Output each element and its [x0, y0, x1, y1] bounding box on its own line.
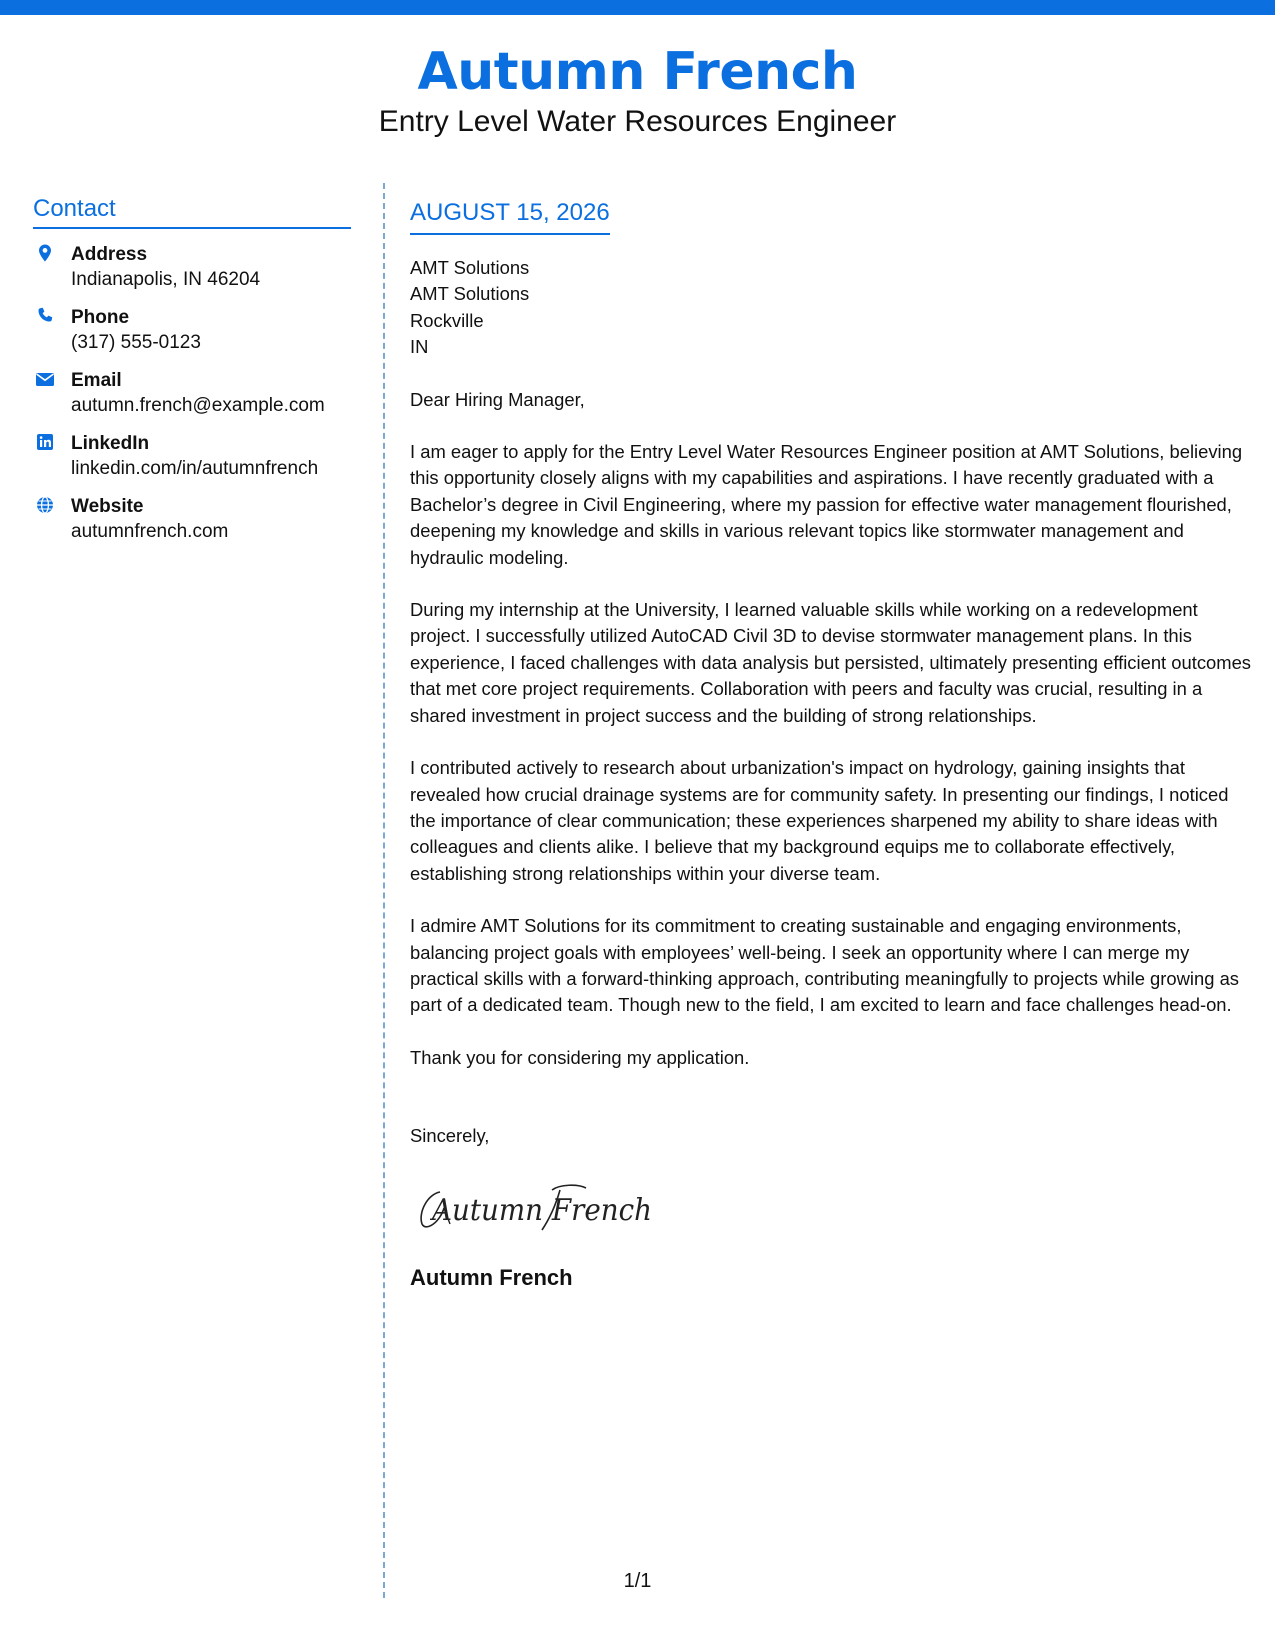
- contact-address: [33, 242, 351, 292]
- linkedin-icon: [35, 432, 55, 452]
- signature-name: Autumn French: [410, 1264, 573, 1290]
- contact-label: Email: [71, 370, 122, 391]
- top-accent-bar: [0, 0, 1275, 15]
- recipient-line: AMT Solutions: [410, 257, 530, 278]
- page-number: 1/1: [623, 1570, 652, 1592]
- closing: Sincerely,: [410, 1125, 490, 1147]
- paragraph: I contributed actively to research about urbanization's impact on hydrology, gaining insights that revealed how crucial drainage systems are for community safety. In presenting our findings, I noticed the importance of clear communication; these experiences sharpened my ability to share ideas with colleagues and clients alike. I believe that my background equips me to collaborate effectively, establishing strong relationships within your diverse team.: [410, 757, 1229, 884]
- contact-value: (317) 555-0123: [71, 332, 201, 353]
- globe-icon: [35, 495, 55, 515]
- paragraph: I am eager to apply for the Entry Level Water Resources Engineer position at AMT Solutions, believing this opportunity closely aligns with my capabilities and aspirations. I have recently graduated with a Bachelor’s degree in Civil Engineering, where my passion for effective water management flourished, deepening my knowledge and skills in various relevant topics like stormwater management and hydraulic modeling.: [410, 441, 1243, 568]
- contact-email: [33, 368, 351, 418]
- recipient-line: AMT Solutions: [410, 283, 530, 305]
- header: [0, 40, 1275, 142]
- recipient-block: [410, 255, 1254, 361]
- paragraph: I admire AMT Solutions for its commitment to creating sustainable and engaging environments, balancing project goals with employees’ well-being. I seek an opportunity where I can merge my practical skills with a forward-thinking approach, contributing meaningfully to projects while growing as part of a dedicated team. Though new to the field, I am excited to learn and face challenges head-on.: [410, 915, 1239, 1016]
- contact-label: Address: [71, 244, 148, 265]
- contact-label: Website: [71, 496, 144, 517]
- contact-heading: Contact: [33, 194, 351, 229]
- handwritten-signature: [410, 1172, 670, 1242]
- location-pin-icon: [35, 243, 55, 263]
- contact-value: autumnfrench.com: [71, 521, 229, 542]
- contact-website: [33, 494, 351, 544]
- envelope-icon: [35, 369, 55, 389]
- contact-value: linkedin.com/in/autumnfrench: [71, 458, 319, 479]
- column-divider: [383, 183, 385, 1598]
- applicant-name: Autumn French: [417, 42, 858, 102]
- contact-value: autumn.french@example.com: [71, 395, 325, 416]
- letter-date: AUGUST 15, 2026: [410, 198, 610, 235]
- phone-icon: [35, 306, 55, 326]
- letter-body: [410, 198, 1254, 1293]
- recipient-line: Rockville: [410, 309, 484, 331]
- recipient-line: IN: [410, 336, 429, 358]
- paragraph: Thank you for considering my application.: [410, 1046, 750, 1068]
- contact-phone: [33, 305, 351, 355]
- contact-label: LinkedIn: [71, 433, 150, 454]
- contact-linkedin: [33, 431, 351, 481]
- signature-text: Autumn French: [429, 1192, 652, 1228]
- contact-value: Indianapolis, IN 46204: [71, 269, 261, 290]
- paragraph: During my internship at the University, I learned valuable skills while working on a redevelopment project. I successfully utilized AutoCAD Civil 3D to devise stormwater management plans. In this experience, I faced challenges with data analysis but persisted, ultimately presenting efficient outcomes that met core project requirements. Collaboration with peers and faculty was crucial, resulting in a shared investment in project success and the building of strong relationships.: [410, 599, 1251, 726]
- job-title: Entry Level Water Resources Engineer: [378, 105, 897, 138]
- contact-sidebar: [33, 194, 351, 544]
- salutation: Dear Hiring Manager,: [410, 388, 585, 410]
- contact-label: Phone: [71, 307, 130, 328]
